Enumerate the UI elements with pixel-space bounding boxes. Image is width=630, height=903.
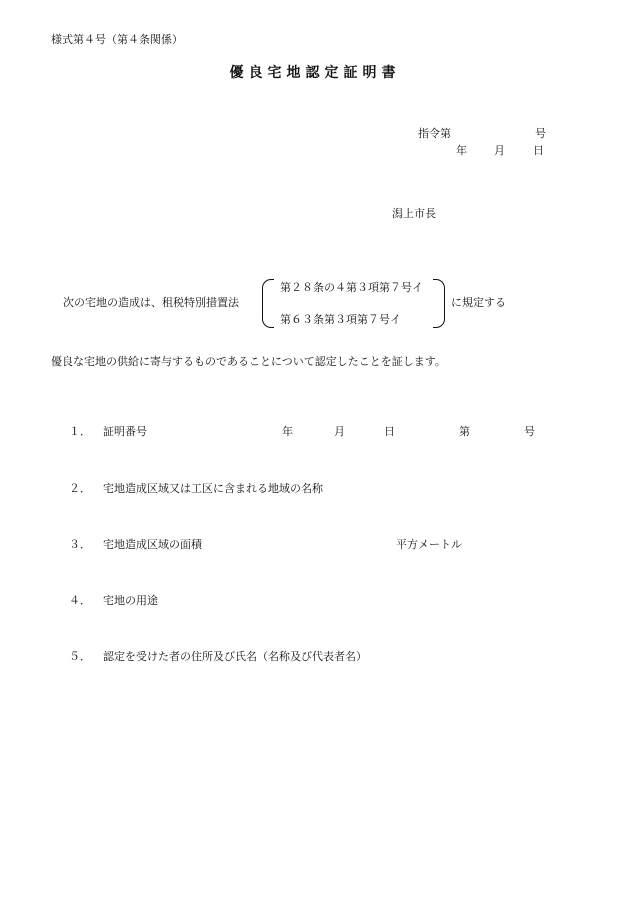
item-number: ４． <box>69 594 91 607</box>
certification-statement: 優良な宅地の供給に寄与するものであることについて認定したことを証します。 <box>51 355 446 368</box>
item-number: ５． <box>69 650 91 663</box>
order-number-suffix: 号 <box>535 127 546 140</box>
item-label-cert-number: 証明番号 <box>103 425 147 438</box>
left-brace-icon <box>262 279 274 328</box>
law-prefix: 次の宅地の造成は、租税特別措置法 <box>63 296 239 309</box>
law-article-option-1: 第２８条の４第３項第７号イ <box>280 281 423 294</box>
date-month-label: 月 <box>494 144 505 157</box>
right-brace-icon <box>433 279 445 328</box>
cert-go-label: 号 <box>524 425 535 438</box>
law-suffix: に規定する <box>451 296 506 309</box>
item-label-area-name: 宅地造成区域又は工区に含まれる地域の名称 <box>103 482 323 495</box>
issuer-name: 潟上市長 <box>392 207 436 220</box>
form-number: 様式第４号（第４条関係） <box>51 33 183 46</box>
item-label-area-size: 宅地造成区域の面積 <box>103 538 202 551</box>
law-article-option-2: 第６３条第３項第７号イ <box>280 313 401 326</box>
item-label-land-use: 宅地の用途 <box>103 594 158 607</box>
document-title: 優良宅地認定証明書 <box>229 65 401 81</box>
item-number: ２． <box>69 482 91 495</box>
item-number: ３． <box>69 538 91 551</box>
item-label-applicant: 認定を受けた者の住所及び氏名（名称及び代表者名） <box>103 650 367 663</box>
date-day-label: 日 <box>533 144 544 157</box>
cert-dai-label: 第 <box>459 425 470 438</box>
cert-year-label: 年 <box>282 425 293 438</box>
area-unit-label: 平方メートル <box>396 538 462 551</box>
order-number-label: 指令第 <box>418 127 451 140</box>
cert-month-label: 月 <box>334 425 345 438</box>
item-number: １． <box>69 425 91 438</box>
date-year-label: 年 <box>456 144 467 157</box>
cert-day-label: 日 <box>384 425 395 438</box>
